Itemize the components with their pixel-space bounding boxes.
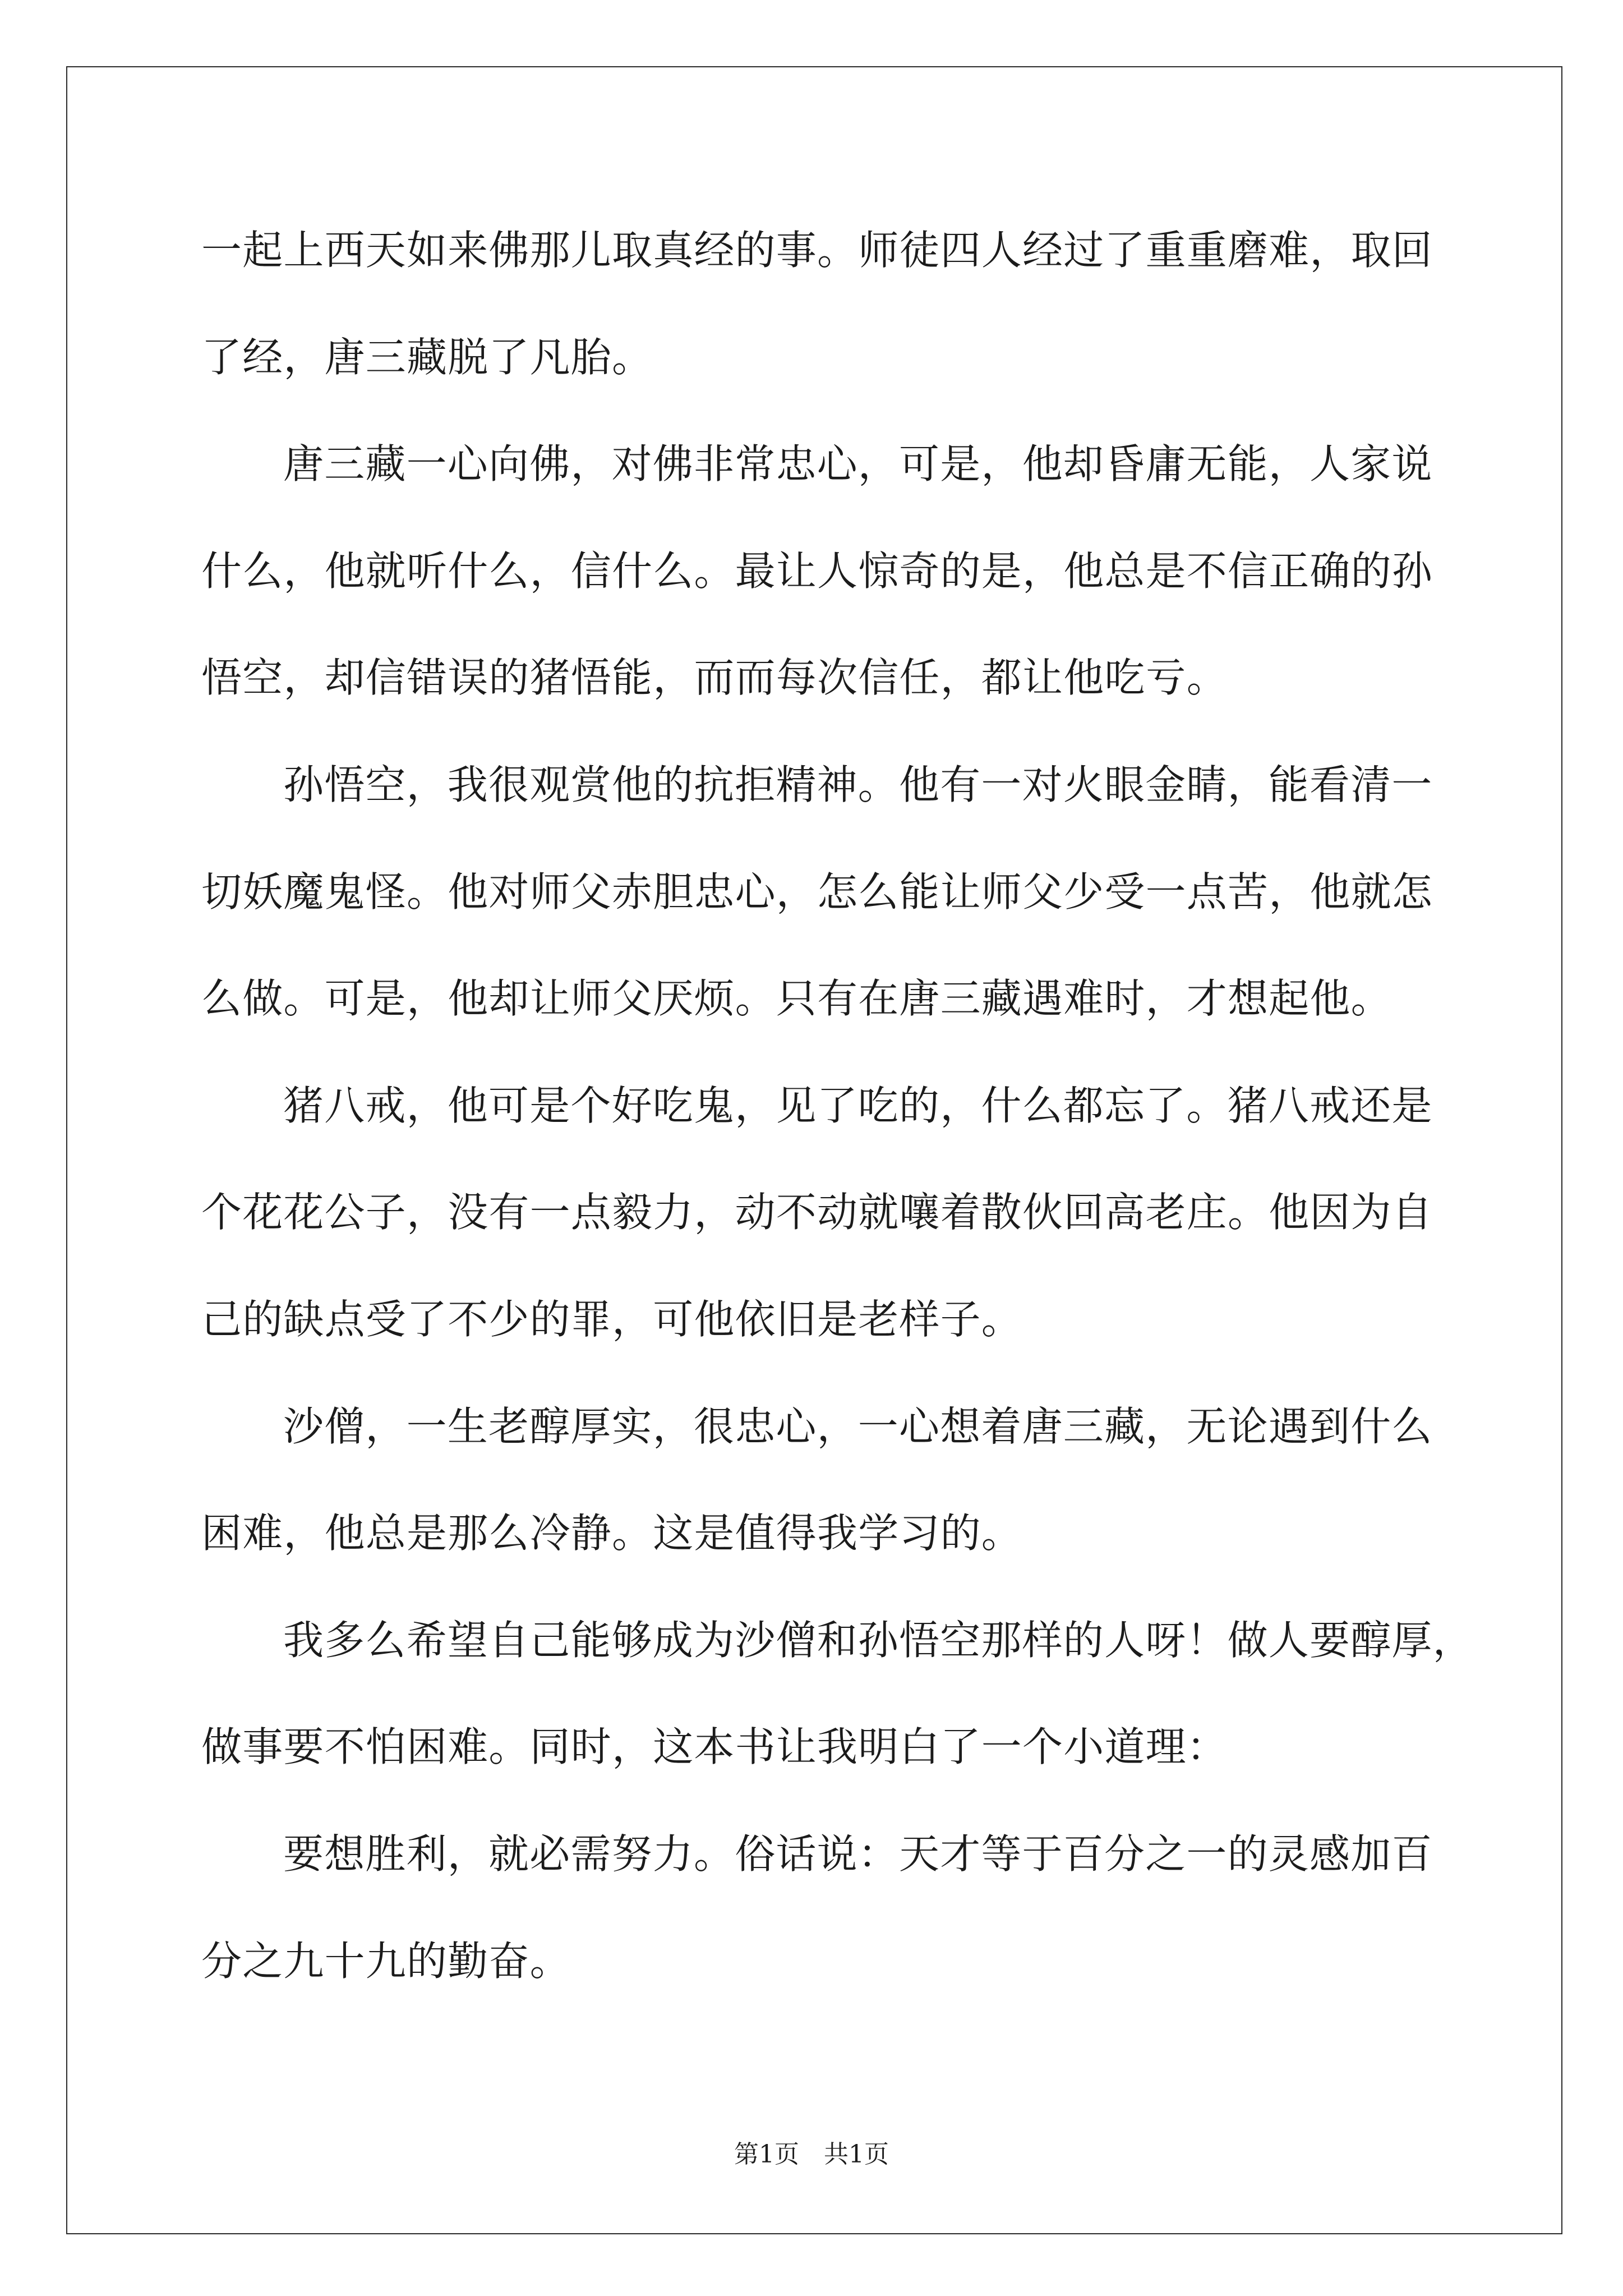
text-line: 什么，他就听什么，信什么。最让人惊奇的是，他总是不信正确的孙 [201, 547, 1433, 595]
text-line: 做事要不怕困难。同时，这本书让我明白了一个小道理： [201, 1723, 1228, 1771]
text-line: 么做。可是，他却让师父厌烦。只有在唐三藏遇难时，才想起他。 [201, 975, 1392, 1023]
text-line: 分之九十九的勤奋。 [201, 1937, 571, 1985]
paragraph-tang-sanzang [201, 411, 1491, 731]
text-line: 了经，唐三藏脱了凡胎。 [201, 333, 653, 381]
text-line: 我多么希望自己能够成为沙僧和孙悟空那样的人呀！做人要醇厚， [283, 1616, 1474, 1664]
text-line: 孙悟空，我很观赏他的抗拒精神。他有一对火眼金睛，能看清一 [283, 761, 1433, 808]
paragraph-conclusion [201, 1801, 1491, 2014]
text-line: 个花花公子，没有一点毅力，动不动就嚷着散伙回高老庄。他因为自 [201, 1189, 1433, 1236]
text-line: 困难，他总是那么冷静。这是值得我学习的。 [201, 1510, 1023, 1557]
text-line: 悟空，却信错误的猪悟能，而而每次信任，都让他吃亏。 [201, 654, 1228, 702]
paragraph-zhu-bajie [201, 1052, 1491, 1373]
text-line: 一起上西天如来佛那儿取真经的事。师徒四人经过了重重磨难，取回 [201, 227, 1433, 274]
text-line: 猪八戒，他可是个好吃鬼，见了吃的，什么都忘了。猪八戒还是 [283, 1082, 1433, 1129]
text-line: 沙僧，一生老醇厚实，很忠心，一心想着唐三藏，无论遇到什么 [283, 1402, 1433, 1450]
paragraph-continuation [201, 197, 1491, 411]
page-number-footer: 第1页 共1页 [734, 2140, 889, 2169]
text-line: 唐三藏一心向佛，对佛非常忠心，可是，他却昏庸无能，人家说 [283, 440, 1433, 488]
paragraph-sun-wukong [201, 731, 1491, 1052]
text-line: 要想胜利，就必需努力。俗话说：天才等于百分之一的灵感加百 [283, 1830, 1433, 1878]
paragraph-hope [201, 1587, 1491, 1801]
paragraph-sha-seng [201, 1373, 1491, 1587]
text-line: 切妖魔鬼怪。他对师父赤胆忠心，怎么能让师父少受一点苦，他就怎 [201, 868, 1433, 915]
text-line: 己的缺点受了不少的罪，可他依旧是老样子。 [201, 1295, 1023, 1343]
document-body [201, 197, 1491, 2014]
